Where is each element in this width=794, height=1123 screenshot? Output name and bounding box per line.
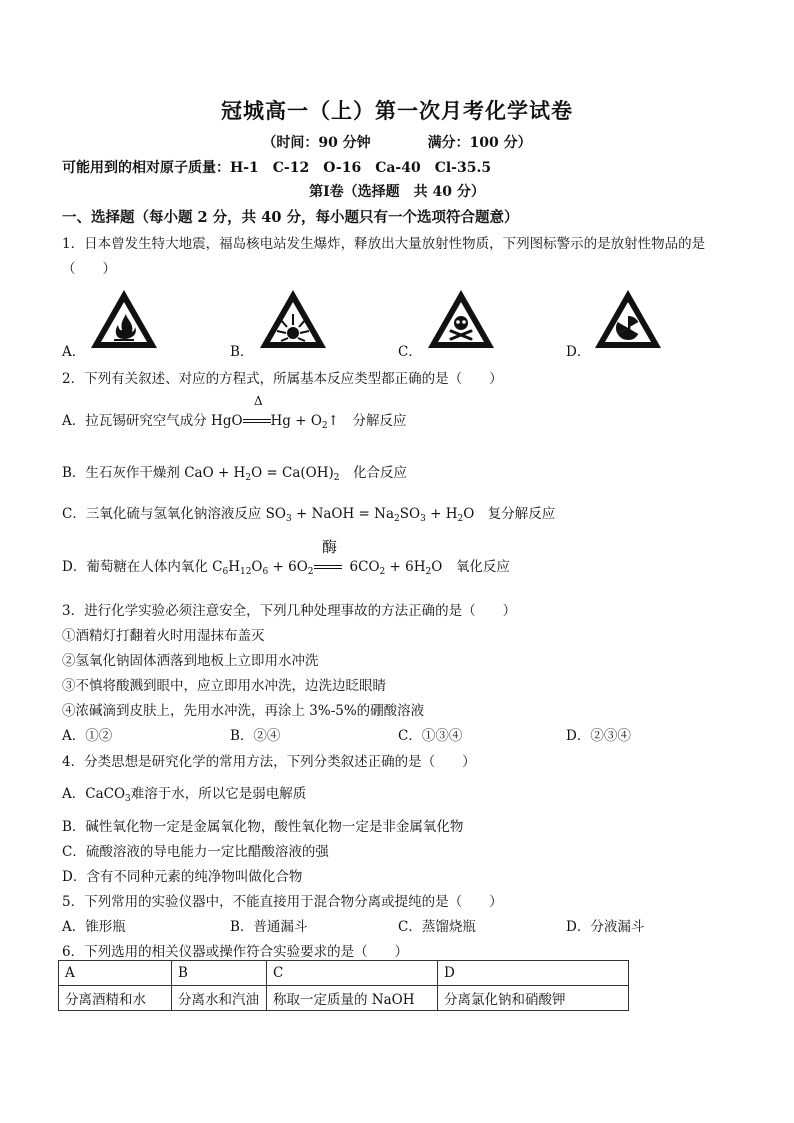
- q3-option-d[interactable]: D．②③④: [566, 728, 631, 744]
- q6-cell-b: 分离水和汽油: [172, 986, 267, 1011]
- section-heading: 一、选择题（每小题 2 分，共 40 分，每小题只有一个选项符合题意）: [62, 209, 519, 226]
- q6-header-a: A: [59, 961, 172, 986]
- q3-item-3: ③不慎将酸溅到眼中，应立即用水冲洗，边洗边眨眼睛: [62, 678, 386, 694]
- q2-b-tail: 化合反应: [339, 465, 408, 481]
- q2-c-left: C．三氧化硫与氢氧化钠溶液反应 SO: [62, 506, 286, 522]
- q2-option-c[interactable]: C．三氧化硫与氢氧化钠溶液反应 $SO_3$ + NaOH = $Na_2SO_3 + H_2O$ 复分解反应: [62, 506, 556, 524]
- q4-a-left: A．CaCO: [62, 786, 126, 802]
- heat-condition: Δ: [254, 394, 263, 408]
- q6-header-c: C: [267, 961, 438, 986]
- q2-c-mid3: + H: [425, 506, 458, 522]
- q2-option-b[interactable]: B．生石灰作干燥剂 CaO + $H_2O = Ca(OH)_2$ 化合反应: [62, 465, 408, 483]
- volume-heading: 第Ⅰ卷（选择题 共 40 分）: [309, 184, 485, 200]
- q6-cell-d: 分离氯化钠和硝酸钾: [438, 986, 629, 1011]
- q2-a-left: A．拉瓦锡研究空气成分 HgO: [62, 413, 243, 429]
- enzyme-equals-sign: [314, 563, 350, 573]
- q3-option-c[interactable]: C．①③④: [398, 728, 463, 744]
- q3-stem: 3．进行化学实验必须注意安全，下列几种处理事故的方法正确的是（ ）: [62, 603, 517, 619]
- q3-item-2: ②氢氧化钠固体洒落到地板上立即用水冲洗: [62, 653, 319, 669]
- q3-option-a[interactable]: A．①②: [62, 728, 113, 744]
- q1-stem: 1．日本曾发生特大地震，福岛核电站发生爆炸，释放出大量放射性物质，下列图标警示的是放射性物品的是: [62, 236, 706, 252]
- q6-cell-c: 称取一定质量的 NaOH: [267, 986, 438, 1011]
- q6-cell-a: 分离酒精和水: [59, 986, 172, 1011]
- q2-c-mid: + NaOH = Na: [291, 506, 395, 522]
- q1-bracket: （ ）: [62, 261, 116, 277]
- enzyme-condition: 酶: [322, 538, 338, 556]
- q2-d-tail: O 氧化反应: [431, 559, 510, 575]
- q4-option-d[interactable]: D．含有不同种元素的纯净物叫做化合物: [62, 869, 303, 885]
- q5-option-a[interactable]: A．锥形瓶: [62, 919, 126, 935]
- q5-option-c[interactable]: C．蒸馏烧瓶: [398, 919, 476, 935]
- q2-d-left: D．葡萄糖在人体内氧化 C: [62, 559, 223, 575]
- q3-item-1: ①酒精灯打翻着火时用湿抹布盖灭: [62, 628, 265, 644]
- q6-header-d: D: [438, 961, 629, 986]
- toxic-icon: [425, 287, 497, 351]
- q5-option-d[interactable]: D．分液漏斗: [566, 919, 645, 935]
- q2-c-mid2: SO: [399, 506, 421, 522]
- q2-b-left: B．生石灰作干燥剂 CaO + H: [62, 465, 246, 481]
- table-row: [59, 961, 629, 986]
- q1-option-c[interactable]: C．: [398, 344, 422, 360]
- exam-title: 冠城高一（上）第一次月考化学试卷: [221, 98, 573, 123]
- q1-option-a[interactable]: A．: [62, 344, 86, 360]
- q6-header-b: B: [172, 961, 267, 986]
- q5-option-b[interactable]: B．普通漏斗: [230, 919, 308, 935]
- atomic-masses: 可能用到的相对原子质量：H-1 C-12 O-16 Ca-40 Cl-35.5: [62, 160, 492, 176]
- q1-option-b[interactable]: B．: [230, 344, 254, 360]
- q2-c-tail: O 复分解反应: [463, 506, 556, 522]
- q4-option-c[interactable]: C．硫酸溶液的导电能力一定比醋酸溶液的强: [62, 844, 329, 860]
- exam-time-score: [0, 132, 794, 152]
- exam-score: 满分：100 分）: [427, 135, 532, 151]
- table-row: [59, 986, 629, 1011]
- q2-option-a[interactable]: A．拉瓦锡研究空气成分 HgO $Hg + O_2↑$ 分解反应: [62, 413, 407, 431]
- flammable-icon: [88, 287, 160, 351]
- q6-stem: 6．下列选用的相关仪器或操作符合实验要求的是（ ）: [62, 944, 409, 960]
- q4-a-tail: 难溶于水，所以它是弱电解质: [130, 786, 307, 802]
- q1-option-d[interactable]: D．: [566, 344, 591, 360]
- q2-a-tail: ↑ 分解反应: [327, 413, 407, 429]
- q2-b-mid: O = Ca(OH): [251, 465, 334, 481]
- q3-item-4: ④浓碱滴到皮肤上，先用水冲洗，再涂上 3%-5%的硼酸溶液: [62, 703, 425, 719]
- explosive-icon: [257, 287, 329, 351]
- q5-stem: 5．下列常用的实验仪器中，不能直接用于混合物分离或提纯的是（ ）: [62, 894, 503, 910]
- heat-equals-sign: [243, 417, 271, 427]
- q2-a-right: Hg + O: [270, 413, 322, 429]
- q4-option-a[interactable]: A．CaCO$_3$难溶于水，所以它是弱电解质: [62, 786, 307, 804]
- q6-table: [58, 960, 629, 1011]
- exam-time: （时间：90 分钟: [262, 135, 371, 151]
- q4-option-b[interactable]: B．碱性氧化物一定是金属氧化物，酸性氧化物一定是非金属氧化物: [62, 819, 464, 835]
- q3-option-b[interactable]: B．②④: [230, 728, 281, 744]
- radioactive-icon: [592, 287, 664, 351]
- q4-stem: 4．分类思想是研究化学的常用方法，下列分类叙述正确的是（ ）: [62, 754, 476, 770]
- q2-option-d[interactable]: D．葡萄糖在人体内氧化 $C_6H_{12}O_6 + 6O_2$ $6CO_2 + 6H_2O$ 氧化反应: [62, 559, 510, 577]
- q2-stem: 2．下列有关叙述、对应的方程式，所属基本反应类型都正确的是（ ）: [62, 371, 503, 387]
